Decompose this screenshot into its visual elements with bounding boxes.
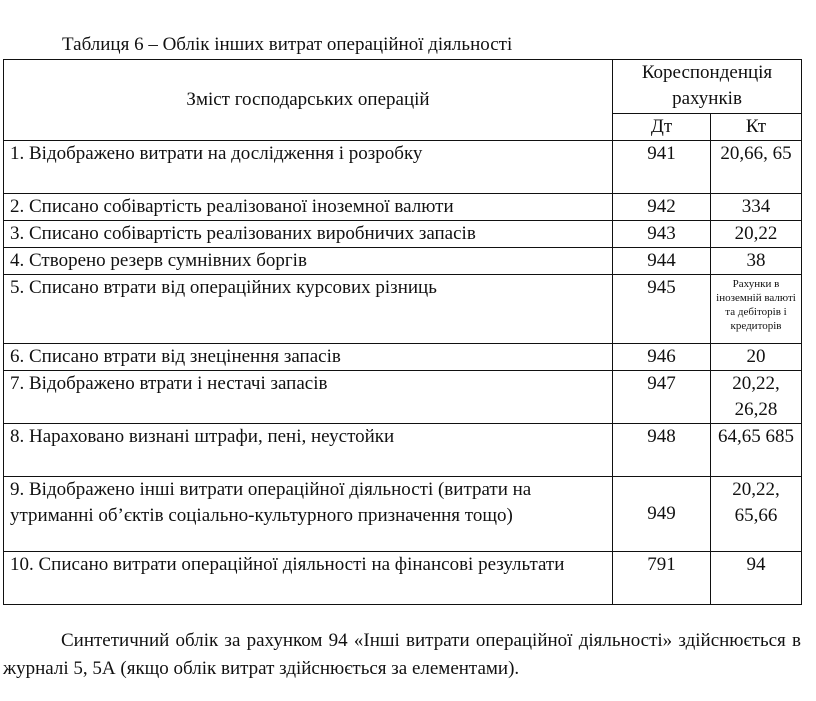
operation-cell: 3. Списано собівартість реалізованих виробничих запасів bbox=[4, 221, 613, 248]
credit-cell: 20 bbox=[711, 344, 802, 371]
credit-cell: Рахунки в іноземній валюті та дебіторів і кредиторів bbox=[711, 275, 802, 344]
operation-cell: 2. Списано собівартість реалізованої іноземної валюти bbox=[4, 194, 613, 221]
operations-table bbox=[3, 59, 802, 605]
credit-cell: 334 bbox=[711, 194, 802, 221]
credit-cell: 20,22, 26,28 bbox=[711, 371, 802, 424]
credit-cell: 20,66, 65 bbox=[711, 141, 802, 194]
operation-cell: 5. Списано втрати від операційних курсових різниць bbox=[4, 275, 613, 344]
operation-cell: 9. Відображено інші витрати операційної діяльності (витрати на утриманні об’єктів соціально-культурного призначення тощо) bbox=[4, 477, 613, 552]
credit-cell: 20,22, 65,66 bbox=[711, 477, 802, 552]
header-credit: Кт bbox=[711, 113, 802, 140]
credit-cell: 38 bbox=[711, 248, 802, 275]
table-row bbox=[4, 141, 802, 194]
header-correspondence: Кореспонденція рахунків bbox=[613, 60, 802, 114]
debit-cell: 791 bbox=[613, 552, 711, 605]
header-operation: Зміст господарських операцій bbox=[4, 60, 613, 141]
debit-cell: 943 bbox=[613, 221, 711, 248]
debit-cell: 942 bbox=[613, 194, 711, 221]
table-row bbox=[4, 371, 802, 424]
table-caption: Таблиця 6 – Облік інших витрат операційної діяльності bbox=[62, 34, 513, 55]
paragraph-text: Синтетичний облік за рахунком 94 «Інші витрати операційної діяльності» здійснюється в журналі 5, 5А (якщо облік витрат здійснюється за елементами). bbox=[3, 630, 801, 679]
debit-cell: 947 bbox=[613, 371, 711, 424]
operation-cell: 6. Списано втрати від знецінення запасів bbox=[4, 344, 613, 371]
credit-cell: 20,22 bbox=[711, 221, 802, 248]
operation-cell: 1. Відображено витрати на дослідження і розробку bbox=[4, 141, 613, 194]
operation-cell: 4. Створено резерв сумнівних боргів bbox=[4, 248, 613, 275]
debit-cell: 948 bbox=[613, 424, 711, 477]
table-row bbox=[4, 275, 802, 344]
table-row bbox=[4, 344, 802, 371]
operation-cell: 10. Списано витрати операційної діяльності на фінансові результати bbox=[4, 552, 613, 605]
table-row bbox=[4, 248, 802, 275]
credit-cell: 94 bbox=[711, 552, 802, 605]
debit-cell: 946 bbox=[613, 344, 711, 371]
table-row bbox=[4, 194, 802, 221]
operation-cell: 8. Нараховано визнані штрафи, пені, неустойки bbox=[4, 424, 613, 477]
debit-cell: 945 bbox=[613, 275, 711, 344]
table-row bbox=[4, 221, 802, 248]
debit-cell: 944 bbox=[613, 248, 711, 275]
header-debit: Дт bbox=[613, 113, 711, 140]
table-row bbox=[4, 552, 802, 605]
body-paragraph bbox=[3, 627, 801, 683]
table-row bbox=[4, 477, 802, 552]
debit-cell: 949 bbox=[613, 477, 711, 552]
debit-cell: 941 bbox=[613, 141, 711, 194]
table-row bbox=[4, 424, 802, 477]
credit-cell: 64,65 685 bbox=[711, 424, 802, 477]
operation-cell: 7. Відображено втрати і нестачі запасів bbox=[4, 371, 613, 424]
